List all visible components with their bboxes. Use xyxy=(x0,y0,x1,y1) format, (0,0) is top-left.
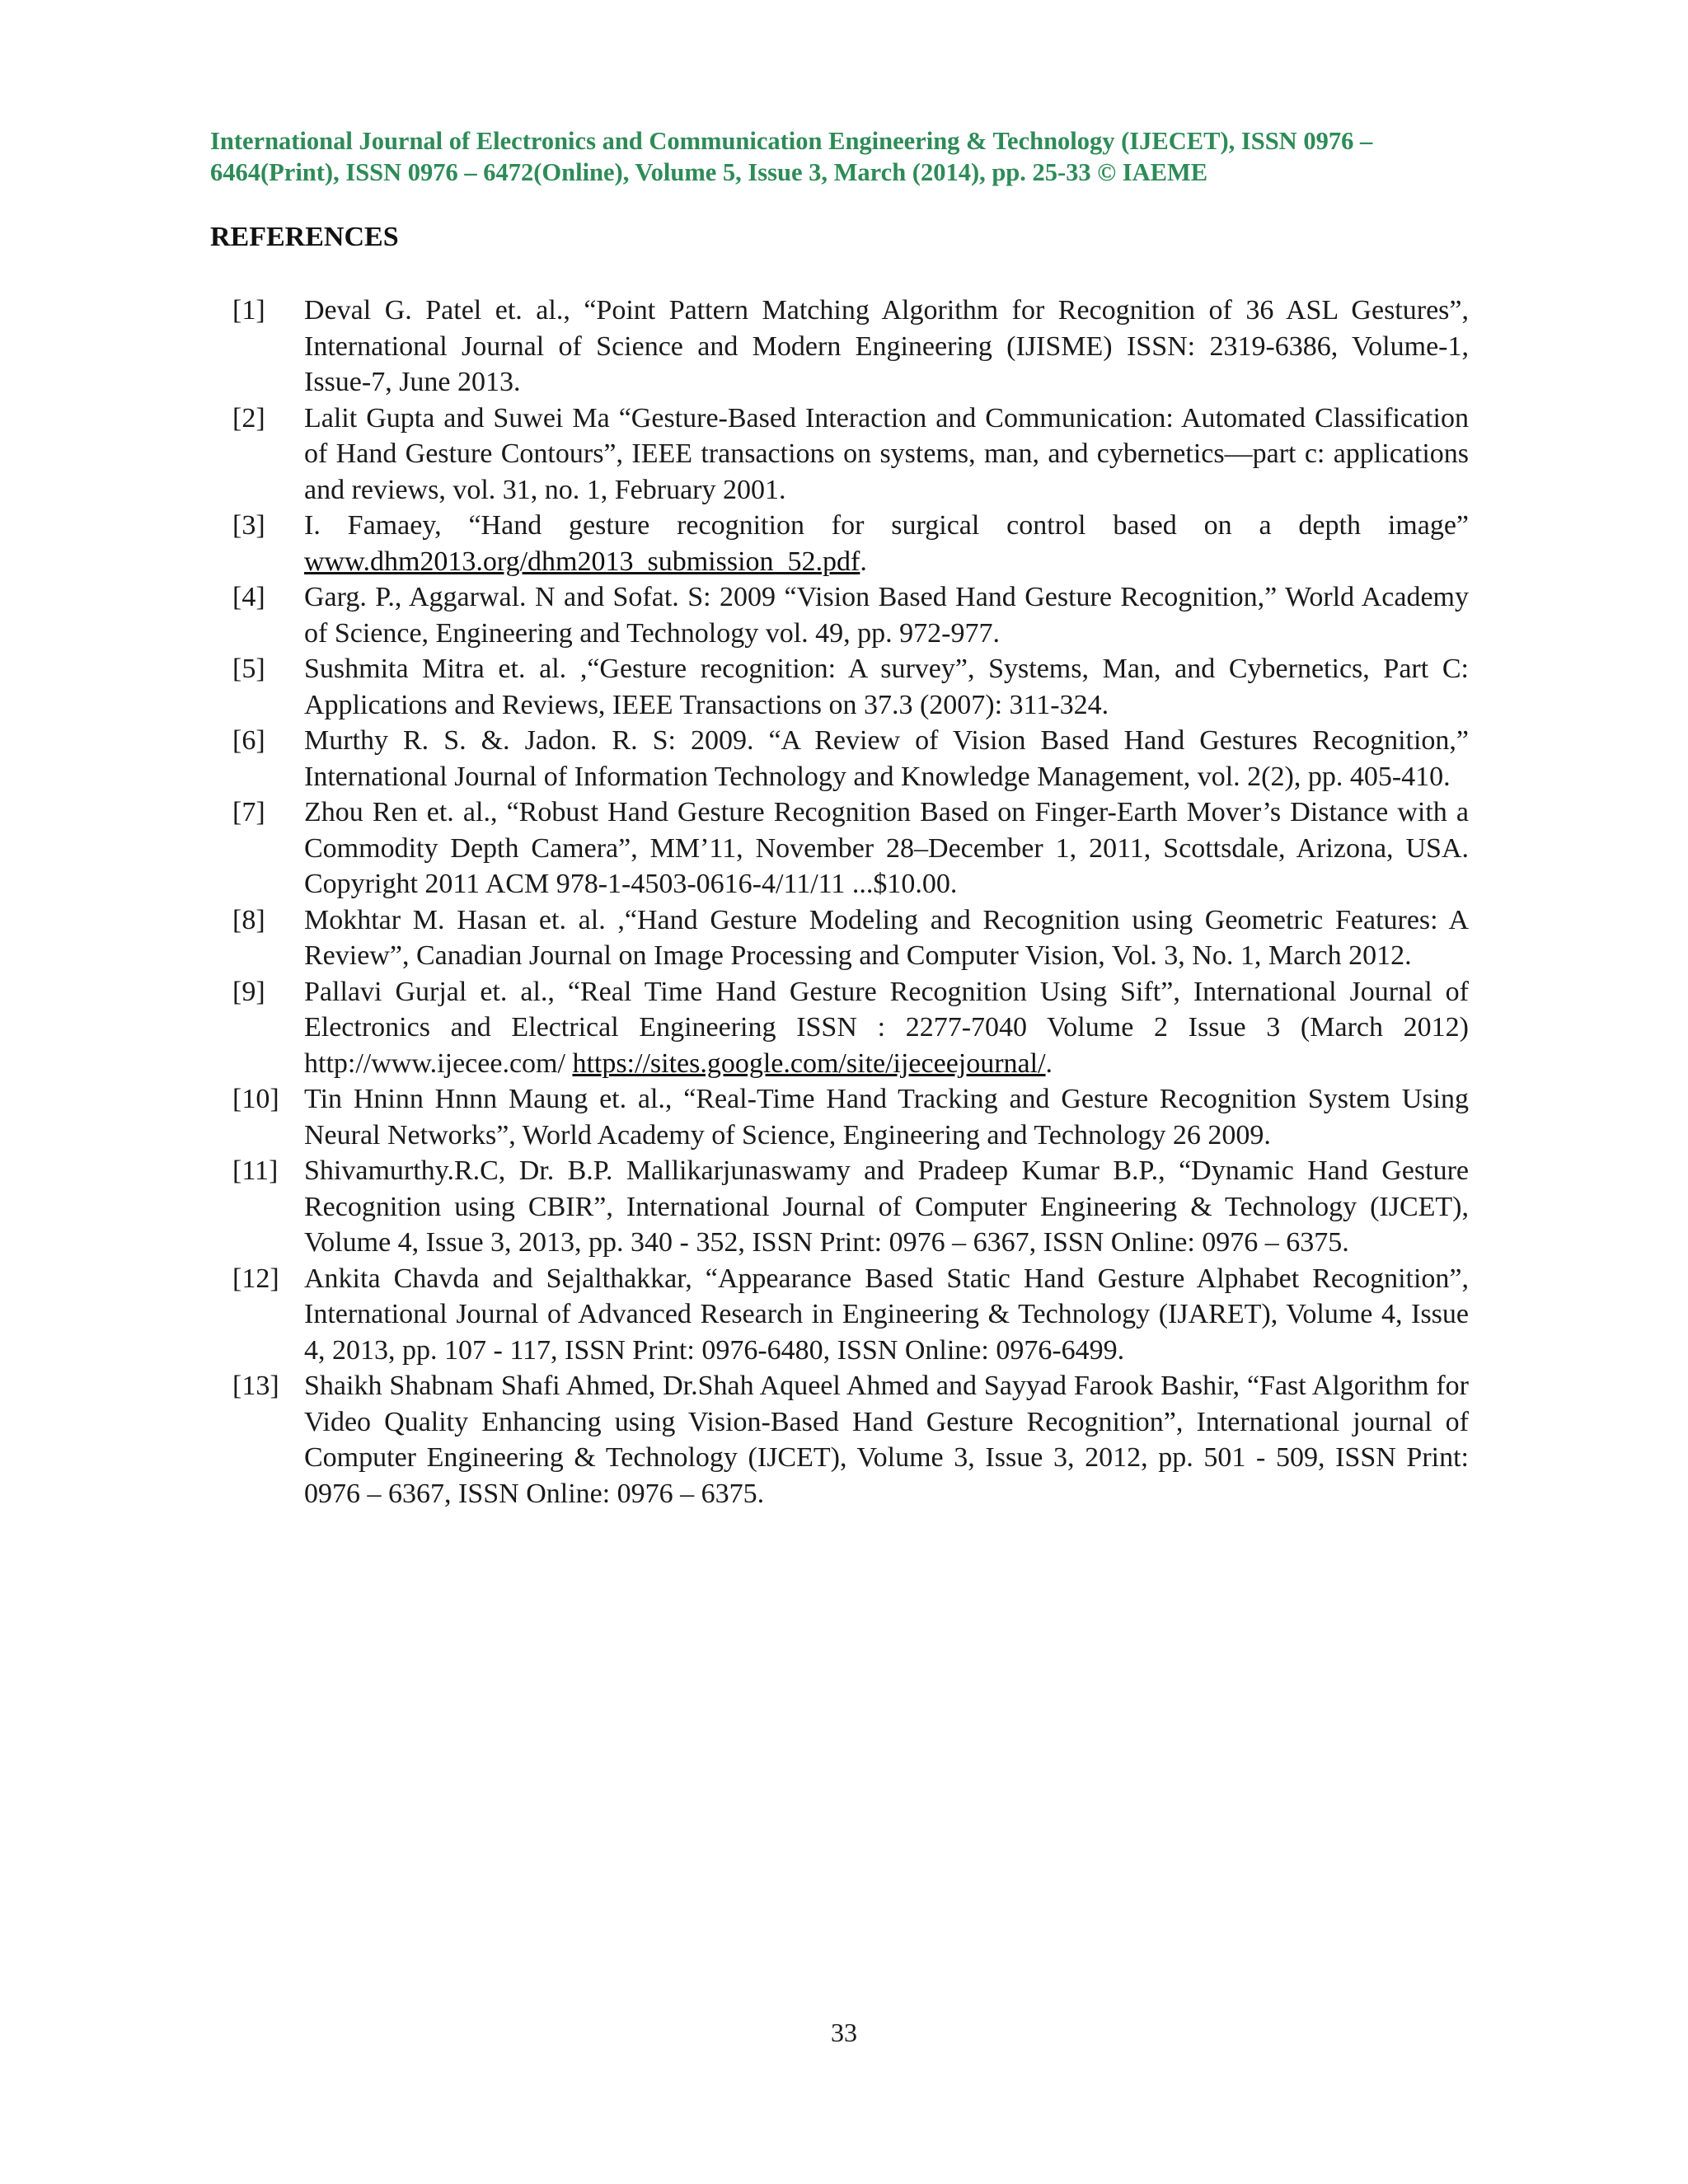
reference-number: [8] xyxy=(232,904,265,935)
journal-header xyxy=(210,125,1479,188)
reference-list xyxy=(232,293,1469,1511)
reference-body: Shaikh Shabnam Shafi Ahmed, Dr.Shah Aqueel Ahmed and Sayyad Farook Bashir, “Fast Algorithm for Video Quality Enhancing using Vision-Based Hand Gesture Recognition”, International journal of Computer Engineering & Technology (IJCET), Volume 3, Issue 3, 2012, pp. 501 - 509, ISSN Print: 0976 – 6367, ISSN Online: 0976 – 6375. xyxy=(304,1371,1469,1509)
reference-number: [10] xyxy=(232,1084,279,1114)
reference-item-1 xyxy=(232,293,1469,401)
reference-tail: . xyxy=(1045,1047,1053,1079)
reference-number: [13] xyxy=(232,1371,279,1401)
reference-item-10 xyxy=(232,1081,1469,1153)
reference-number: [9] xyxy=(232,976,265,1007)
reference-number: [6] xyxy=(232,725,265,756)
reference-body: Sushmita Mitra et. al. ,“Gesture recognition: A survey”, Systems, Man, and Cybernetics, Part C: Applications and Reviews, IEEE Transactions on 37.3 (2007): 311-324. xyxy=(304,654,1469,720)
reference-body: Lalit Gupta and Suwei Ma “Gesture-Based Interaction and Communication: Automated Classification of Hand Gesture Contours”, IEEE transactions on systems, man, and cybernetics—part c: applications and reviews, vol. 31, no. 1, February 2001. xyxy=(304,402,1469,505)
reference-text xyxy=(304,1081,1469,1153)
reference-item-13 xyxy=(232,1368,1469,1511)
reference-link[interactable]: https://sites.google.com/site/ijeceejournal/ xyxy=(572,1047,1046,1079)
reference-text xyxy=(304,974,1469,1082)
reference-body: Mokhtar M. Hasan et. al. ,“Hand Gesture Modeling and Recognition using Geometric Features: A Review”, Canadian Journal on Image Processing and Computer Vision, Vol. 3, No. 1, March 2012. xyxy=(304,904,1469,971)
reference-text xyxy=(304,1368,1469,1511)
reference-item-12 xyxy=(232,1261,1469,1369)
reference-text xyxy=(304,723,1469,794)
reference-number: [1] xyxy=(232,295,265,326)
reference-item-5 xyxy=(232,651,1469,723)
reference-number: [7] xyxy=(232,797,265,827)
reference-item-4 xyxy=(232,579,1469,651)
reference-item-7 xyxy=(232,794,1469,902)
reference-number: [2] xyxy=(232,402,265,434)
page-number: 33 xyxy=(831,2018,857,2047)
reference-text xyxy=(304,1261,1469,1369)
reference-item-2 xyxy=(232,401,1469,509)
reference-body: Zhou Ren et. al., “Robust Hand Gesture Recognition Based on Finger-Earth Mover’s Distance with a Commodity Depth Camera”, MM’11, November 28–December 1, 2011, Scottsdale, Arizona, USA. Copyright 2011 ACM 978-1-4503-0616-4/11/11 ...$10.00. xyxy=(304,797,1469,899)
reference-number: [3] xyxy=(232,510,265,541)
reference-body: Murthy R. S. &. Jadon. R. S: 2009. “A Review of Vision Based Hand Gestures Recognition,” International Journal of Information Technology and Knowledge Management, vol. 2(2), pp. 405-410. xyxy=(304,725,1469,792)
reference-text xyxy=(304,794,1469,902)
reference-number: [11] xyxy=(232,1155,279,1186)
reference-text xyxy=(304,293,1469,401)
reference-body: Shivamurthy.R.C, Dr. B.P. Mallikarjunaswamy and Pradeep Kumar B.P., “Dynamic Hand Gesture Recognition using CBIR”, International Journal of Computer Engineering & Technology (IJCET), Volume 4, Issue 3, 2013, pp. 340 - 352, ISSN Print: 0976 – 6367, ISSN Online: 0976 – 6375. xyxy=(304,1155,1469,1258)
reference-text xyxy=(304,401,1469,509)
journal-header-line-2: 6464(Print), ISSN 0976 – 6472(Online), Volume 5, Issue 3, March (2014), pp. 25-33 © IAEME xyxy=(210,158,1208,186)
reference-body: Deval G. Patel et. al., “Point Pattern Matching Algorithm for Recognition of 36 ASL Gestures”, International Journal of Science and Modern Engineering (IJISME) ISSN: 2319-6386, Volume-1, Issue-7, June 2013. xyxy=(304,295,1469,397)
section-heading-references: REFERENCES xyxy=(210,222,399,252)
reference-text xyxy=(304,902,1469,974)
journal-header-line-1: International Journal of Electronics and Communication Engineering & Technology (IJECET), ISSN 0976 – xyxy=(210,127,1373,155)
reference-body: Ankita Chavda and Sejalthakkar, “Appearance Based Static Hand Gesture Alphabet Recognition”, International Journal of Advanced Research in Engineering & Technology (IJARET), Volume 4, Issue 4, 2013, pp. 107 - 117, ISSN Print: 0976-6480, ISSN Online: 0976-6499. xyxy=(304,1263,1469,1366)
reference-body: Tin Hninn Hnnn Maung et. al., “Real-Time Hand Tracking and Gesture Recognition System Using Neural Networks”, World Academy of Science, Engineering and Technology 26 2009. xyxy=(304,1084,1469,1151)
reference-link[interactable]: www.dhm2013.org/dhm2013_submission_52.pdf xyxy=(304,546,860,577)
reference-item-8 xyxy=(232,902,1469,974)
reference-text xyxy=(304,508,1469,579)
reference-body: I. Famaey, “Hand gesture recognition for surgical control based on a depth image” xyxy=(304,510,1469,541)
reference-number: [5] xyxy=(232,654,265,684)
reference-item-11 xyxy=(232,1153,1469,1261)
reference-text xyxy=(304,1153,1469,1261)
reference-body: Garg. P., Aggarwal. N and Sofat. S: 2009 “Vision Based Hand Gesture Recognition,” World Academy of Science, Engineering and Technology vol. 49, pp. 972-977. xyxy=(304,582,1469,649)
reference-tail: . xyxy=(860,546,867,577)
reference-body: Pallavi Gurjal et. al., “Real Time Hand Gesture Recognition Using Sift”, International Journal of Electronics and Electrical Engineering ISSN : 2277-7040 Volume 2 Issue 3 (March 2012) http://www.ijecee.com/ xyxy=(304,976,1469,1079)
reference-text xyxy=(304,651,1469,723)
reference-item-9 xyxy=(232,974,1469,1082)
reference-number: [4] xyxy=(232,582,265,612)
reference-text xyxy=(304,579,1469,651)
reference-number: [12] xyxy=(232,1263,279,1294)
reference-item-3 xyxy=(232,508,1469,579)
reference-item-6 xyxy=(232,723,1469,794)
